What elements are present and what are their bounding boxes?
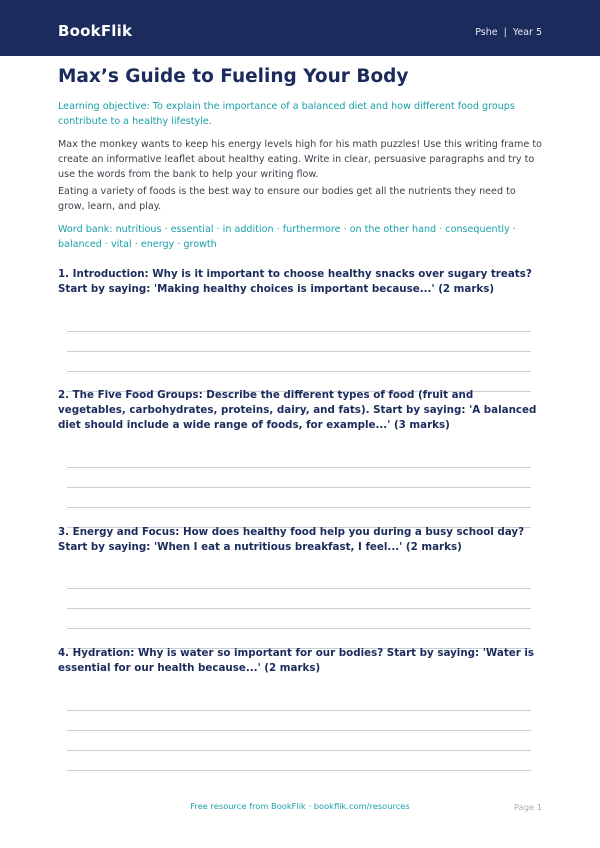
eating-paragraph: Eating a variety of foods is the best way to ensure our bodies get all the nutrients they need to grow, learn, and play. bbox=[58, 186, 516, 212]
question-4: 4. Hydration: Why is water so important for our bodies? Start by saying: 'Water is essential for our health because...' (2 marks) bbox=[58, 647, 535, 674]
subject-label: Pshe bbox=[475, 27, 498, 38]
question-3: 3. Energy and Focus: How does healthy food help you during a busy school day? Start by saying: 'When I eat a nutritious breakfast, I feel...' (2 marks) bbox=[58, 526, 525, 553]
question-1: 1. Introduction: Why is it important to choose healthy snacks over sugary treats? Start by saying: 'Making healthy choices is important because...' (2 marks) bbox=[58, 268, 532, 295]
question-2: 2. The Five Food Groups: Describe the different types of food (fruit and vegetables, carbohydrates, proteins, dairy, and fats). Start by saying: 'A balanced diet should include a wide range of foods, for example...' (3 marks) bbox=[58, 389, 537, 431]
brand-logo: BookFlik bbox=[58, 22, 133, 40]
answer-line bbox=[67, 467, 531, 468]
answer-line bbox=[67, 628, 531, 629]
answer-line bbox=[67, 351, 531, 352]
word-bank: Word bank: nutritious · essential · in addition · furthermore · on the other hand · consequently · balanced · vital · energy · growth bbox=[58, 224, 516, 250]
intro-paragraph: Max the monkey wants to keep his energy levels high for his math puzzles! Use this writing frame to create an informative leaflet about healthy eating. Write in clear, persuasive paragraphs and try to use the words from the bank to help your writing flow. bbox=[58, 139, 542, 180]
page-title: Max’s Guide to Fueling Your Body bbox=[58, 66, 409, 87]
answer-line bbox=[67, 507, 531, 508]
answer-line bbox=[67, 730, 531, 731]
answer-line bbox=[67, 608, 531, 609]
answer-line bbox=[67, 371, 531, 372]
answer-line bbox=[67, 770, 531, 771]
footer-link[interactable]: Free resource from BookFlik · bookflik.com/resources bbox=[190, 801, 410, 811]
year-label: Year 5 bbox=[512, 27, 542, 38]
page-header bbox=[0, 0, 600, 56]
answer-line bbox=[67, 588, 531, 589]
answer-line bbox=[67, 750, 531, 751]
meta-separator: | bbox=[503, 27, 507, 38]
answer-line bbox=[67, 331, 531, 332]
answer-line bbox=[67, 710, 531, 711]
answer-line bbox=[67, 487, 531, 488]
subject-year-info bbox=[475, 27, 542, 38]
learning-objective: Learning objective: To explain the importance of a balanced diet and how different food groups contribute to a healthy lifestyle. bbox=[58, 101, 515, 127]
page-number: Page 1 bbox=[513, 802, 542, 812]
